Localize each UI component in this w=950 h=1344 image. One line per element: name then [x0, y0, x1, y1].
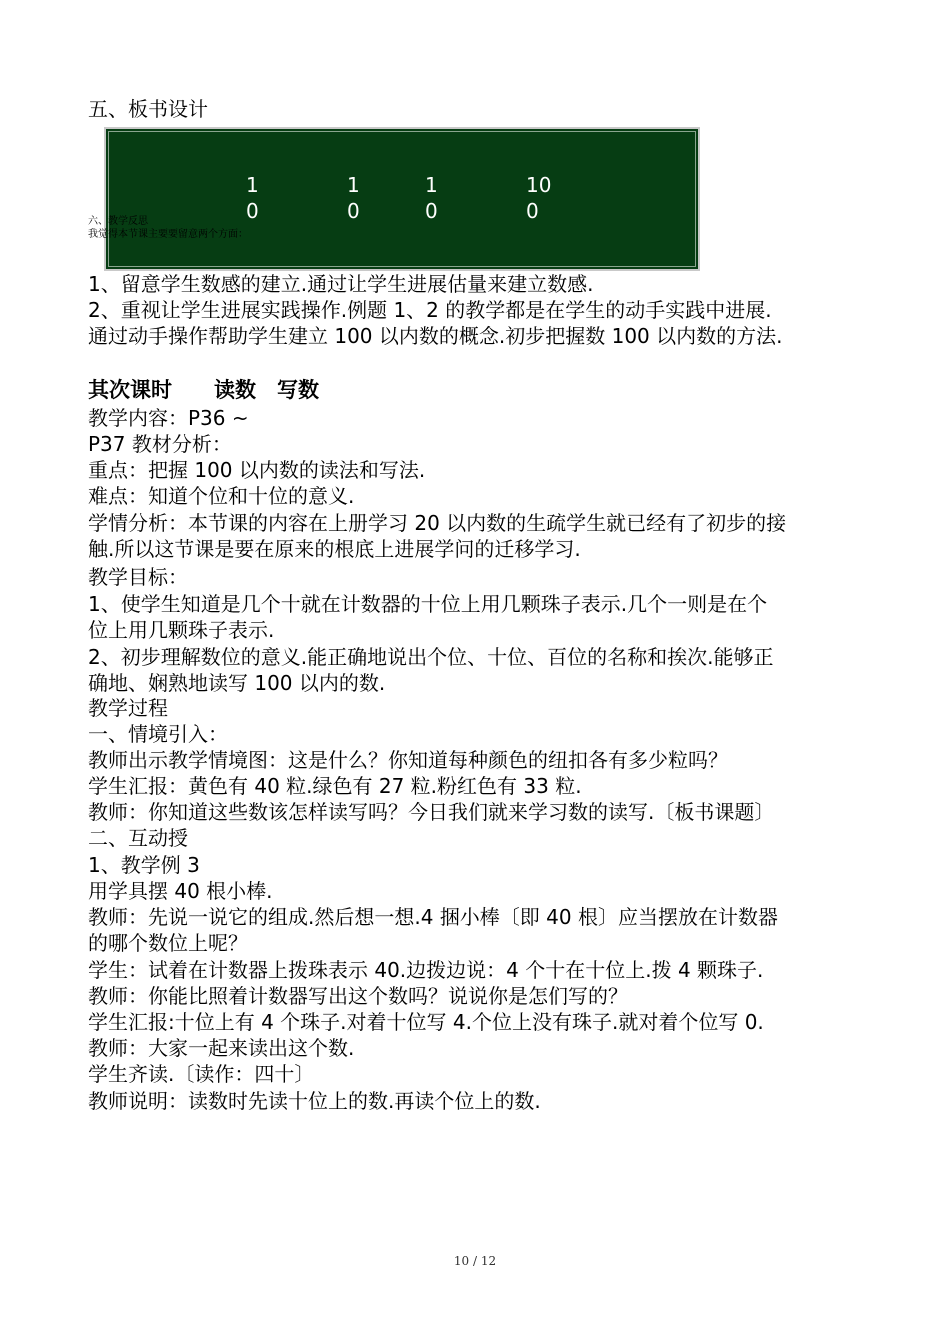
body-line: 一、情境引入： [88, 722, 228, 746]
body-line: 学生汇报：黄色有 40 粒.绿色有 27 粒.粉红色有 33 粒. [88, 774, 582, 798]
body-line: 2、初步理解数位的意义.能正确地说出个位、十位、百位的名称和挨次.能够正 [88, 645, 774, 669]
body-line: 位上用几颗珠子表示. [88, 618, 275, 642]
blackboard-frame [108, 131, 696, 267]
body-line: 的哪个数位上呢？ [88, 931, 248, 955]
body-line: 学生齐读.〔读作：四十〕 [88, 1062, 315, 1086]
board-digit-top: 1 [347, 173, 360, 197]
body-line: 教师：先说一说它的组成.然后想一想.4 捆小棒〔即 40 根〕应当摆放在计数器 [88, 905, 778, 929]
body-line: 学情分析：本节课的内容在上册学习 20 以内数的生疏学生就已经有了初步的接 [88, 511, 787, 535]
page-number: 10 / 12 [453, 1254, 497, 1268]
reflection-line: 通过动手操作帮助学生建立 100 以内数的概念.初步把握数 100 以内数的方法. [88, 324, 783, 348]
body-line: 教师出示教学情境图：这是什么？你知道每种颜色的纽扣各有多少粒吗？ [88, 748, 728, 772]
body-line: 触.所以这节课是要在原来的根底上进展学问的迁移学习. [88, 537, 581, 561]
board-digit-bottom: 0 [526, 199, 539, 223]
body-line: 确地、娴熟地读写 100 以内的数. [88, 671, 386, 695]
lesson2-title: 其次课时 读数 写数 [88, 378, 319, 402]
section5-title: 五、板书设计 [88, 97, 208, 121]
body-line: 教师：你知道这些数该怎样读写吗？今日我们就来学习数的读写.〔板书课题〕 [88, 800, 775, 824]
body-line: P37 教材分析： [88, 432, 232, 456]
body-line: 二、互动授 [88, 826, 188, 850]
body-line: 教师：大家一起来读出这个数. [88, 1036, 355, 1060]
body-line: 教学内容：P36 ~ [88, 406, 249, 430]
body-line: 重点：把握 100 以内数的读法和写法. [88, 458, 426, 482]
board-digit-top: 1 [246, 173, 259, 197]
body-line: 学生汇报:十位上有 4 个珠子.对着十位写 4.个位上没有珠子.就对着个位写 0. [88, 1010, 764, 1034]
body-line: 1、使学生知道是几个十就在计数器的十位上用几颗珠子表示.几个一则是在个 [88, 592, 768, 616]
body-line: 教学目标： [88, 565, 188, 589]
board-digit-bottom: 0 [347, 199, 360, 223]
overlay-text-reflection-intro: 我觉得本节课主要要留意两个方面： [88, 229, 248, 240]
blackboard [104, 127, 700, 271]
board-digit-top: 10 [526, 173, 552, 197]
body-line: 难点：知道个位和十位的意义. [88, 484, 355, 508]
body-line: 学生：试着在计数器上拨珠表示 40.边拨边说：4 个十在十位上.拨 4 颗珠子. [88, 958, 764, 982]
body-line: 教师：你能比照着计数器写出这个数吗？说说你是怎们写的？ [88, 984, 628, 1008]
body-line: 用学具摆 40 根小棒. [88, 879, 273, 903]
body-line: 教师说明：读数时先读十位上的数.再读个位上的数. [88, 1089, 541, 1113]
body-line: 教学过程 [88, 696, 168, 720]
board-digit-bottom: 0 [246, 199, 259, 223]
reflection-line: 1、留意学生数感的建立.通过让学生进展估量来建立数感. [88, 272, 594, 296]
board-digit-top: 1 [425, 173, 438, 197]
body-line: 1、教学例 3 [88, 853, 200, 877]
board-digit-bottom: 0 [425, 199, 438, 223]
overlay-text-section6: 六、教学反思 [88, 216, 148, 227]
reflection-line: 2、重视让学生进展实践操作.例题 1、2 的教学都是在学生的动手实践中进展. [88, 298, 772, 322]
